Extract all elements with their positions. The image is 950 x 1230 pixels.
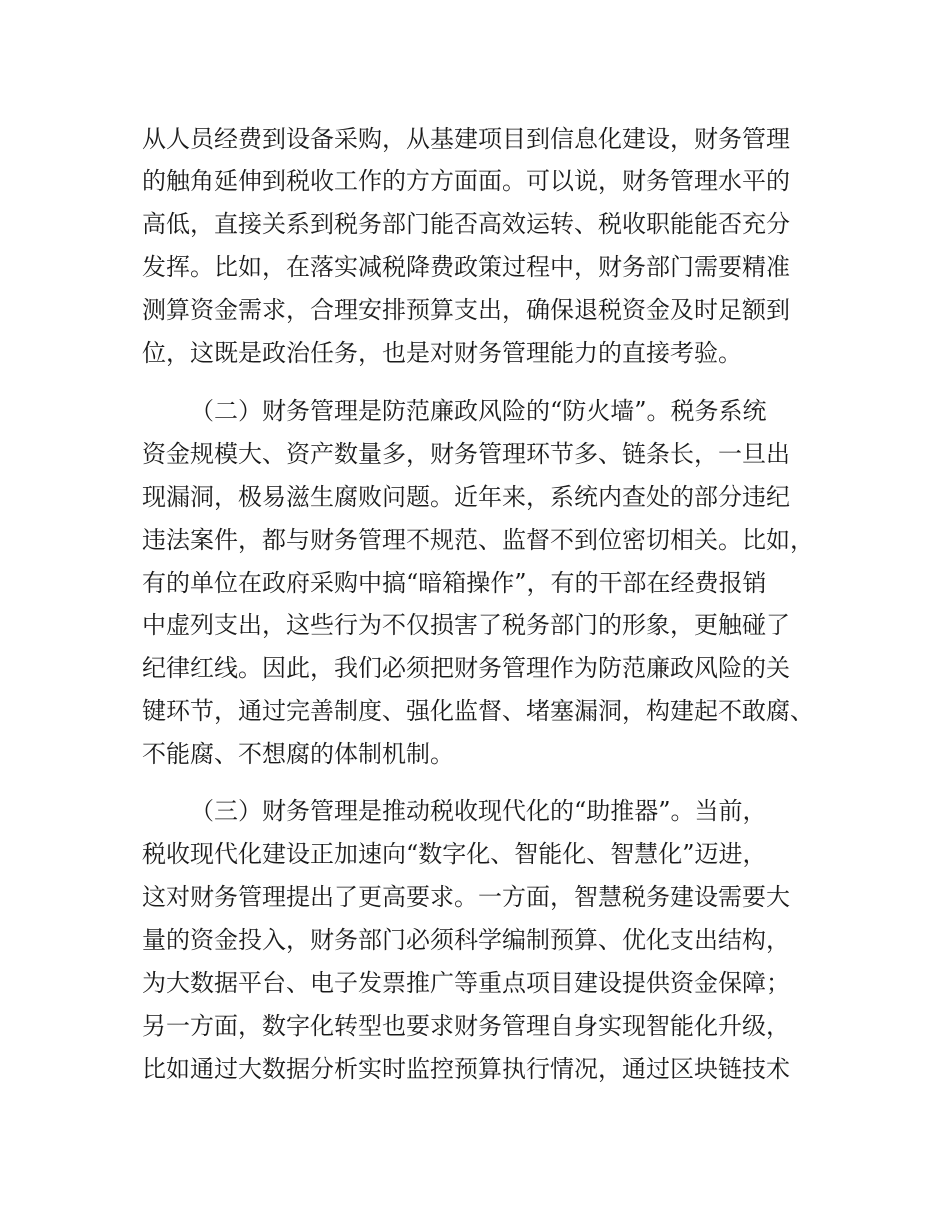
body-text-line: 资金规模大、资产数量多，财务管理环节多、链条长，一旦出 (142, 440, 790, 468)
body-text-line: 违法案件，都与财务管理不规范、监督不到位密切相关。比如， (142, 526, 814, 554)
body-text-line: 税收现代化建设正加速向“数字化、智能化、智慧化”迈进， (142, 840, 767, 868)
body-text-line: 纪律红线。因此，我们必须把财务管理作为防范廉政风险的关 (142, 654, 790, 682)
body-text-line: 测算资金需求，合理安排预算支出，确保退税资金及时足额到 (142, 296, 790, 324)
body-text-line: 的触角延伸到税收工作的方方面面。可以说，财务管理水平的 (142, 167, 790, 195)
section-heading-line: （三）财务管理是推动税收现代化的“助推器”。当前， (190, 797, 767, 825)
body-text-line: 位，这既是政治任务，也是对财务管理能力的直接考验。 (142, 339, 742, 367)
body-text-line: 高低，直接关系到税务部门能否高效运转、税收职能能否充分 (142, 210, 790, 238)
body-text-line: 比如通过大数据分析实时监控预算执行情况，通过区块链技术 (142, 1055, 790, 1083)
body-text-line: 这对财务管理提出了更高要求。一方面，智慧税务建设需要大 (142, 883, 790, 911)
body-text-line: 不能腐、不想腐的体制机制。 (142, 740, 454, 768)
body-text-line: 为大数据平台、电子发票推广等重点项目建设提供资金保障； (142, 969, 790, 997)
body-text-line: 从人员经费到设备采购，从基建项目到信息化建设，财务管理 (142, 125, 790, 153)
body-text-line: 另一方面，数字化转型也要求财务管理自身实现智能化升级， (142, 1012, 790, 1040)
body-text-line: 量的资金投入，财务部门必须科学编制预算、优化支出结构， (142, 926, 790, 954)
body-text-line: 现漏洞，极易滋生腐败问题。近年来，系统内查处的部分违纪 (142, 483, 790, 511)
body-text-line: 有的单位在政府采购中搞“暗箱操作”，有的干部在经费报销 (142, 569, 767, 597)
body-text-line: 发挥。比如，在落实减税降费政策过程中，财务部门需要精准 (142, 253, 790, 281)
body-text-line: 中虚列支出，这些行为不仅损害了税务部门的形象，更触碰了 (142, 611, 790, 639)
body-text-line: 键环节，通过完善制度、强化监督、堵塞漏洞，构建起不敢腐、 (142, 697, 814, 725)
section-heading-line: （二）财务管理是防范廉政风险的“防火墙”。税务系统 (190, 397, 767, 425)
